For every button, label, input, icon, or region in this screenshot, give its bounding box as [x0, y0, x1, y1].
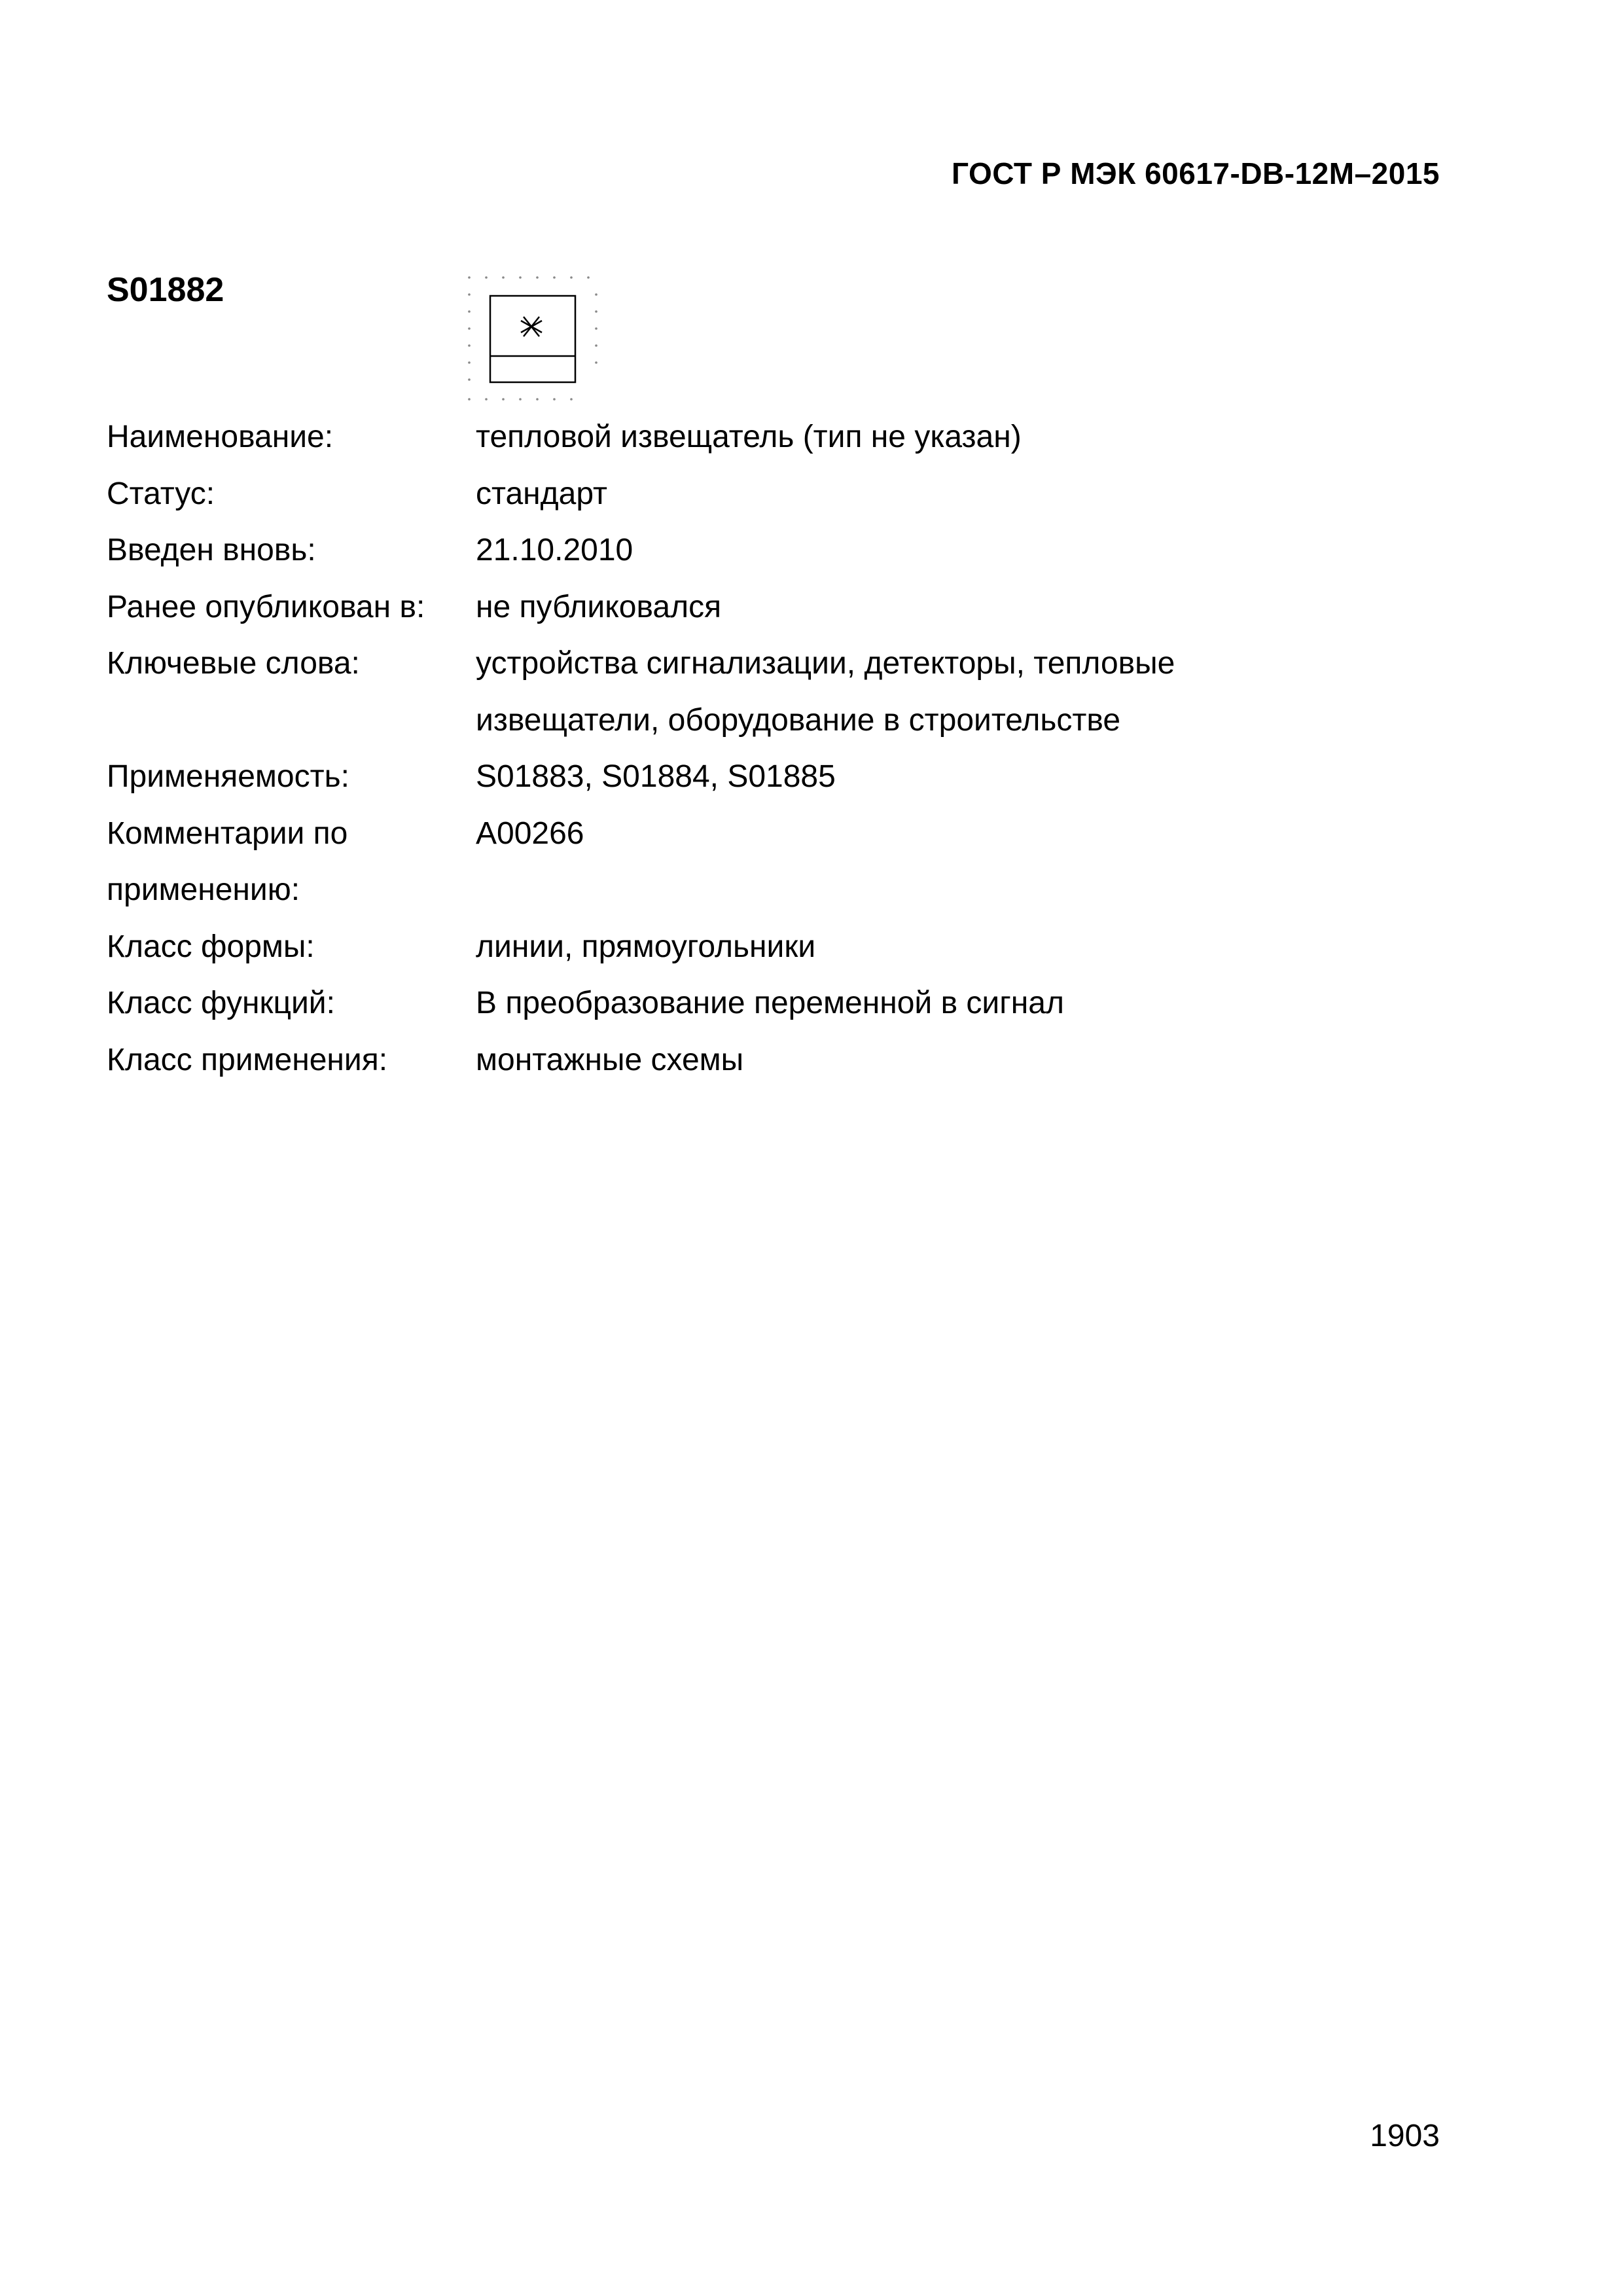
- field-label: Введен вновь:: [107, 533, 316, 567]
- field-label: Класс применения:: [107, 1042, 388, 1077]
- field-keywords: [107, 636, 1416, 749]
- field-label: Класс формы:: [107, 929, 315, 964]
- symbol-id: S01882: [107, 271, 224, 309]
- field-value: A00266: [476, 816, 584, 851]
- field-value: S01883, S01884, S01885: [476, 759, 836, 794]
- field-value: тепловой извещатель (тип не указан): [476, 420, 1022, 454]
- field-label: Класс функций:: [107, 986, 335, 1020]
- field-shape-class: [107, 919, 1416, 976]
- field-previously-published: [107, 579, 1416, 636]
- field-value: B преобразование переменной в сигнал: [476, 986, 1064, 1020]
- standard-header: ГОСТ Р МЭК 60617-DB-12M–2015: [952, 156, 1440, 190]
- field-label: применению:: [107, 872, 300, 907]
- field-value: линии, прямоугольники: [476, 929, 816, 964]
- field-value: монтажные схемы: [476, 1042, 744, 1077]
- field-value: 21.10.2010: [476, 533, 633, 567]
- field-function-class: [107, 975, 1416, 1032]
- field-label: Комментарии по: [107, 816, 348, 851]
- field-label: Ранее опубликован в:: [107, 589, 425, 624]
- field-name: [107, 409, 1416, 466]
- field-value: не публиковался: [476, 589, 722, 624]
- page-number: 1903: [1370, 2119, 1440, 2153]
- field-label: Наименование:: [107, 420, 334, 454]
- field-label: Статус:: [107, 476, 215, 511]
- field-value-line: устройства сигнализации, детекторы, тепловые: [476, 646, 1175, 681]
- field-value-line: извещатели, оборудование в строительстве: [476, 702, 1121, 738]
- field-value: [476, 636, 1416, 749]
- field-label: Применяемость:: [107, 759, 349, 794]
- field-introduced: [107, 522, 1416, 579]
- field-label: Ключевые слова:: [107, 646, 360, 681]
- field-value: [476, 862, 1416, 919]
- field-applicability: [107, 749, 1416, 806]
- field-application-comments-cont: [107, 862, 1416, 919]
- field-application-class: [107, 1032, 1416, 1089]
- symbol-attributes: [107, 409, 1416, 1088]
- field-application-comments: [107, 806, 1416, 863]
- field-value: стандарт: [476, 476, 607, 511]
- symbol-figure: [458, 270, 609, 408]
- field-status: [107, 466, 1416, 523]
- heat-detector-symbol-icon: [458, 270, 609, 408]
